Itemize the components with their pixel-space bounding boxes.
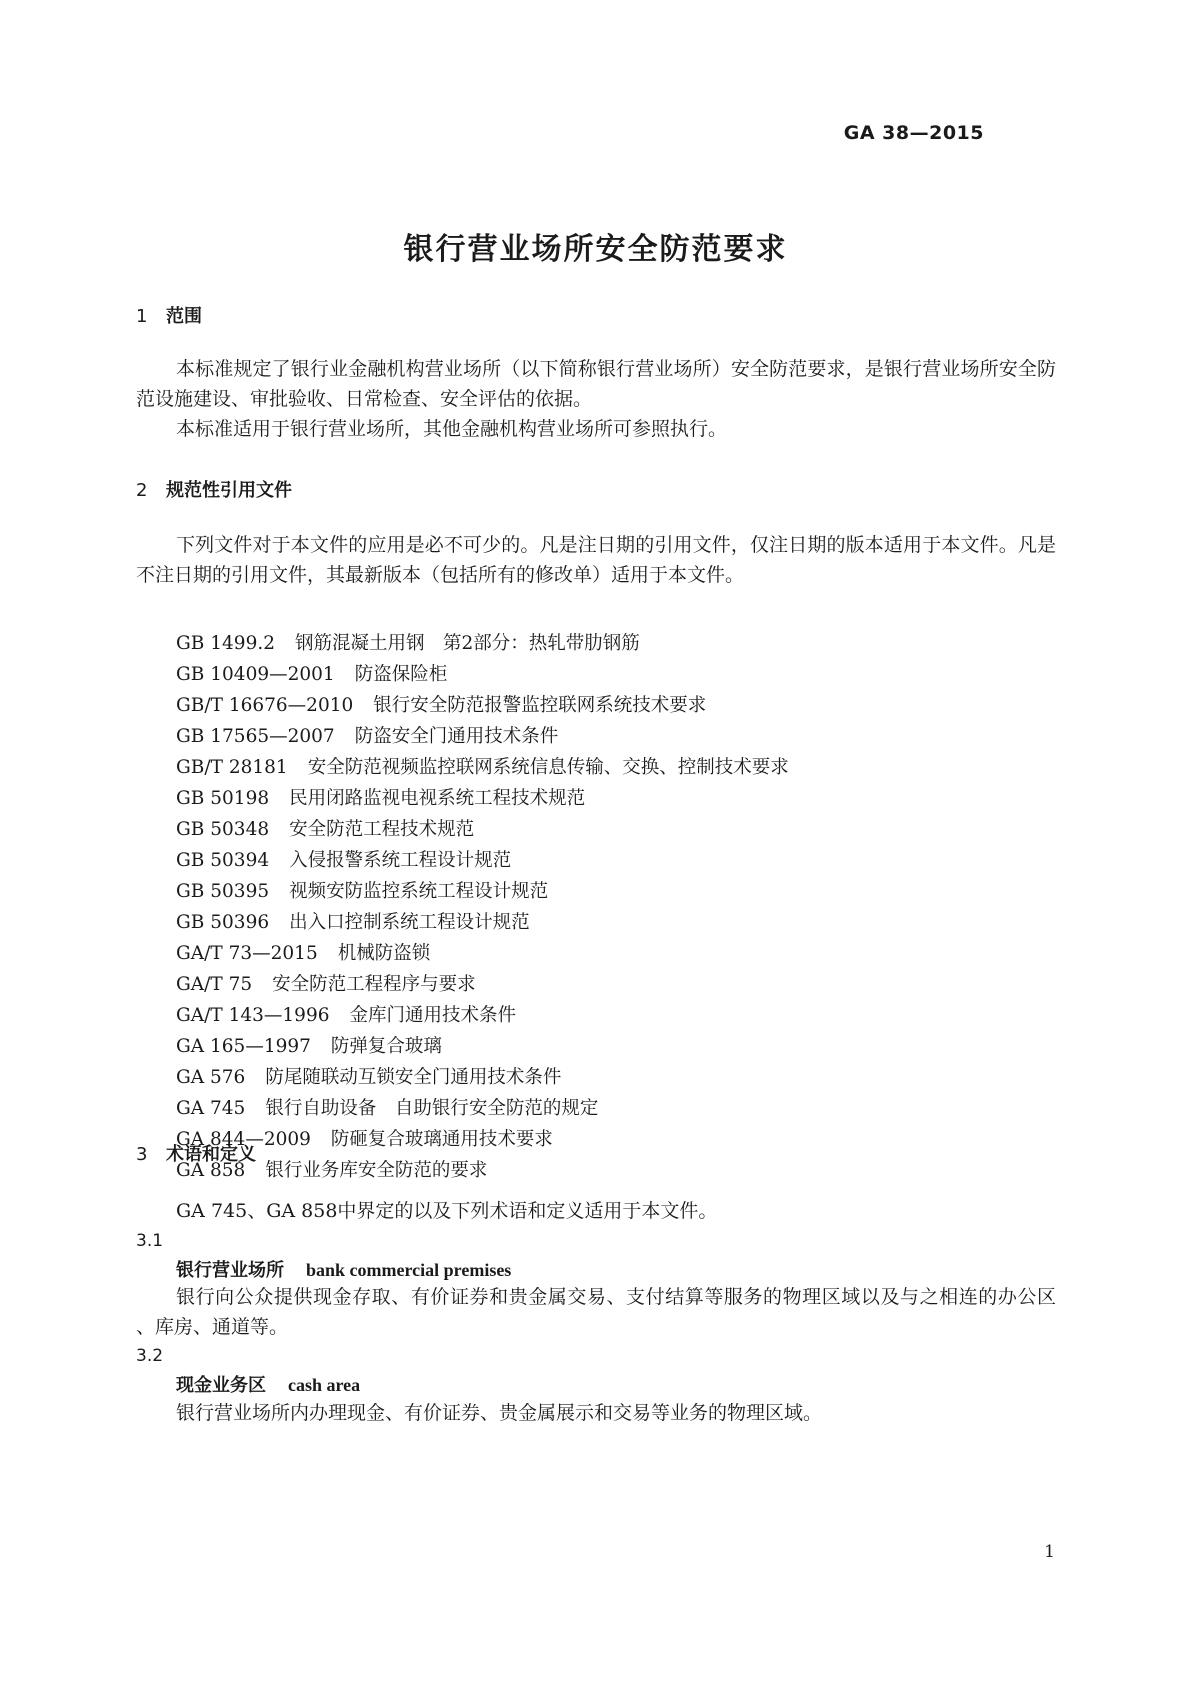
section-number: 2 — [136, 480, 148, 501]
reference-item — [176, 814, 789, 845]
term-chinese: 现金业务区 — [176, 1375, 266, 1396]
reference-title: 民用闭路监视电视系统工程技术规范 — [289, 788, 586, 809]
reference-item — [176, 938, 789, 969]
document-title: 银行营业场所安全防范要求 — [403, 232, 788, 267]
reference-title: 安全防范工程程序与要求 — [272, 974, 476, 995]
reference-title: 钢筋混凝土用钢 第2部分：热轧带肋钢筋 — [295, 633, 640, 654]
reference-code: GB 1499.2 — [176, 633, 275, 654]
reference-item — [176, 907, 789, 938]
reference-list — [176, 628, 789, 1186]
reference-code: GA/T 143—1996 — [176, 1005, 330, 1026]
term-english: cash area — [288, 1375, 361, 1395]
section-title: 范围 — [166, 306, 202, 327]
section-1-paragraph-1: 本标准规定了银行业金融机构营业场所（以下简称银行营业场所）安全防范要求，是银行营业场所安全防范设施建设、审批验收、日常检查、安全评估的依据。 — [136, 358, 1056, 410]
section-1-paragraph-2: 本标准适用于银行营业场所，其他金融机构营业场所可参照执行。 — [176, 418, 728, 440]
reference-title: 防盗安全门通用技术条件 — [354, 726, 559, 747]
reference-code: GA 858 — [176, 1160, 246, 1181]
reference-item — [176, 783, 789, 814]
reference-code: GB 50396 — [176, 912, 270, 933]
reference-code: GB 50348 — [176, 819, 270, 840]
term-definition: 银行向公众提供现金存取、有价证券和贵金属交易、支付结算等服务的物理区域以及与之相连的办公区 、库房、通道等。 — [136, 1286, 1056, 1338]
reference-title: 安全防范工程技术规范 — [289, 819, 475, 840]
term-definition: 银行营业场所内办理现金、有价证券、贵金属展示和交易等业务的物理区域。 — [176, 1402, 823, 1424]
reference-title: 防盗保险柜 — [354, 664, 448, 685]
section-3-heading — [136, 1140, 256, 1166]
section-title: 规范性引用文件 — [166, 480, 292, 501]
reference-code: GA 165—1997 — [176, 1036, 311, 1057]
reference-title: 银行自助设备 自助银行安全防范的规定 — [265, 1098, 599, 1119]
reference-title: 防砸复合玻璃通用技术要求 — [330, 1129, 553, 1150]
reference-item — [176, 690, 789, 721]
reference-item — [176, 969, 789, 1000]
reference-title: 金库门通用技术条件 — [349, 1005, 516, 1026]
reference-title: 防弹复合玻璃 — [330, 1036, 442, 1057]
reference-code: GA 844—2009 — [176, 1129, 311, 1150]
reference-item — [176, 1155, 789, 1186]
reference-item — [176, 752, 789, 783]
reference-code: GA 576 — [176, 1067, 246, 1088]
section-3-intro: GA 745、GA 858中界定的以及下列术语和定义适用于本文件。 — [176, 1200, 718, 1222]
reference-title: 防尾随联动互锁安全门通用技术条件 — [265, 1067, 562, 1088]
reference-item — [176, 876, 789, 907]
reference-item — [176, 1062, 789, 1093]
reference-title: 机械防盗锁 — [337, 943, 431, 964]
term-english: bank commercial premises — [306, 1260, 512, 1280]
reference-item — [176, 1093, 789, 1124]
reference-code: GB/T 28181 — [176, 757, 288, 778]
term-number: 3.2 — [136, 1346, 164, 1366]
term-heading — [176, 1371, 360, 1397]
reference-item — [176, 1031, 789, 1062]
reference-item — [176, 628, 789, 659]
reference-title: 出入口控制系统工程设计规范 — [289, 912, 530, 933]
page-number: 1 — [1044, 1542, 1055, 1562]
section-1-heading — [136, 302, 202, 328]
reference-code: GB 50198 — [176, 788, 270, 809]
reference-code: GB 50394 — [176, 850, 270, 871]
section-2-heading — [136, 476, 292, 502]
reference-title: 安全防范视频监控联网系统信息传输、交换、控制技术要求 — [307, 757, 789, 778]
reference-item — [176, 721, 789, 752]
reference-title: 银行安全防范报警监控联网系统技术要求 — [373, 695, 707, 716]
reference-title: 银行业务库安全防范的要求 — [265, 1160, 488, 1181]
reference-code: GA 745 — [176, 1098, 246, 1119]
section-title: 术语和定义 — [166, 1144, 256, 1165]
reference-item — [176, 845, 789, 876]
reference-code: GA/T 75 — [176, 974, 253, 995]
reference-code: GB 10409—2001 — [176, 664, 335, 685]
reference-code: GB 17565—2007 — [176, 726, 335, 747]
reference-item — [176, 1124, 789, 1155]
reference-title: 视频安防监控系统工程设计规范 — [289, 881, 549, 902]
section-2-intro: 下列文件对于本文件的应用是必不可少的。凡是注日期的引用文件，仅注日期的版本适用于本文件。凡是不注日期的引用文件，其最新版本（包括所有的修改单）适用于本文件。 — [136, 534, 1056, 586]
reference-code: GB 50395 — [176, 881, 270, 902]
reference-code: GB/T 16676—2010 — [176, 695, 354, 716]
reference-code: GA/T 73—2015 — [176, 943, 318, 964]
reference-title: 入侵报警系统工程设计规范 — [289, 850, 512, 871]
section-number: 1 — [136, 306, 148, 327]
reference-item — [176, 1000, 789, 1031]
term-heading — [176, 1256, 511, 1282]
reference-item — [176, 659, 789, 690]
term-chinese: 银行营业场所 — [176, 1260, 284, 1281]
term-number: 3.1 — [136, 1231, 164, 1251]
section-number: 3 — [136, 1144, 148, 1165]
standard-number: GA 38—2015 — [843, 122, 984, 144]
